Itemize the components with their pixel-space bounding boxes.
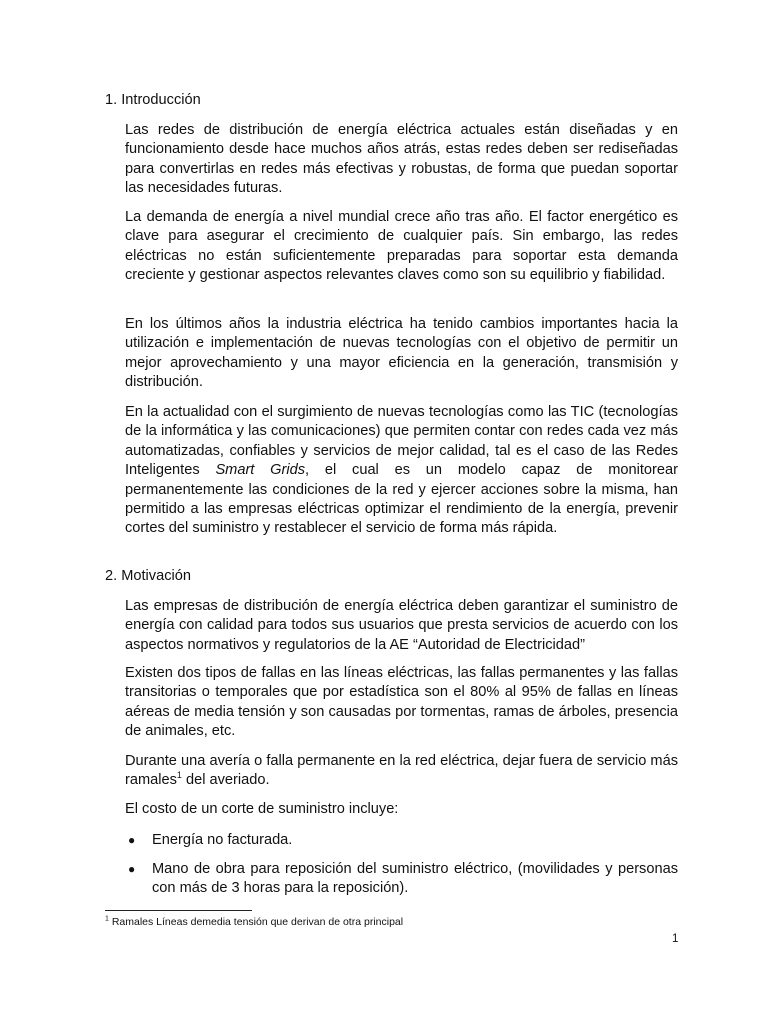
footnote-text: Ramales Líneas demedia tensión que derivan de otra principal [108,916,404,928]
list-item [125,860,678,899]
motivation-paragraph-3-text-a: Durante una avería o falla permanente en la red eléctrica, dejar fuera de servicio más ramales [125,753,678,789]
list-item-text: Energía no facturada. [152,832,293,848]
footnote [105,915,403,929]
smart-grids-term: Smart Grids [215,462,306,479]
bullet-icon: ● [128,862,136,876]
footnote-reference[interactable]: 1 [176,770,182,781]
motivation-paragraph-1: Las empresas de distribución de energía eléctrica deben garantizar el suministro de energía con calidad para todos sus usuarios que presta servicios de acuerdo con los aspectos normativos y regulatorios de la AE “Autoridad de Electricidad” [125,598,678,653]
intro-paragraph-2: La demanda de energía a nivel mundial crece año tras año. El factor energético es clave para asegurar el crecimiento de cualquier país. Sin embargo, las redes eléctricas no están suficientemente preparadas para soportar esta demanda creciente y gestionar aspectos relevantes claves como son su equilibrio y fiabilidad. [125,209,678,284]
page-number: 1 [672,933,679,945]
motivation-paragraph-3-text-b: del averiado. [181,772,270,789]
intro-paragraph-4-text-b: , el cual es un modelo capaz de monitorear permanentemente las condiciones de la red y ejercer acciones sobre la misma, han permitido a las empresas eléctricas optimizar el rendimiento de la energía, prevenir cortes del suministro y restablecer el servicio de forma más rápida. [125,462,678,537]
intro-paragraph-4 [125,403,678,539]
footnote-number: 1 [105,915,109,923]
intro-paragraph-4-text-a: En la actualidad con el surgimiento de nuevas tecnologías como las TIC (tecnologías de la informática y las comunicaciones) que permiten contar con redes cada vez más automatizadas, confiables y servicios de mejor calidad, tal es el caso de las Redes Inteligentes [125,404,678,479]
list-item-text: Mano de obra para reposición del suministro eléctrico, (movilidades y personas con más de 3 horas para la reposición). [152,861,678,897]
motivation-paragraph-3 [125,752,678,791]
motivation-paragraph-2: Existen dos tipos de fallas en las líneas eléctricas, las fallas permanentes y las fallas transitorias o temporales que por estadística son el 80% al 95% de fallas en líneas aéreas de media tensión y son causadas por tormentas, ramas de árboles, presencia de animales, etc. [125,665,678,740]
intro-paragraph-3-text: En los últimos años la industria eléctrica ha tenido cambios importantes hacia la utilización e implementación de nuevas tecnologías con el objetivo de permitir un mejor aprovechamiento y una mayor eficiencia en la generación, transmisión y distribución. [125,316,678,391]
section-heading-introduccion: 1. Introducción [105,92,201,108]
motivation-paragraph-4: El costo de un corte de suministro incluye: [125,801,399,817]
bullet-icon: ● [128,833,136,847]
footnote-separator [105,910,252,911]
list-item [125,831,678,850]
intro-paragraph-1: Las redes de distribución de energía eléctrica actuales están diseñadas y en funcionamiento desde hace muchos años atrás, estas redes deben ser rediseñadas para convertirlas en redes más efectivas y robustas, de forma que puedan soportar las necesidades futuras. [125,122,678,197]
section-heading-motivacion: 2. Motivación [105,568,191,584]
intro-paragraph-3 [125,315,678,393]
